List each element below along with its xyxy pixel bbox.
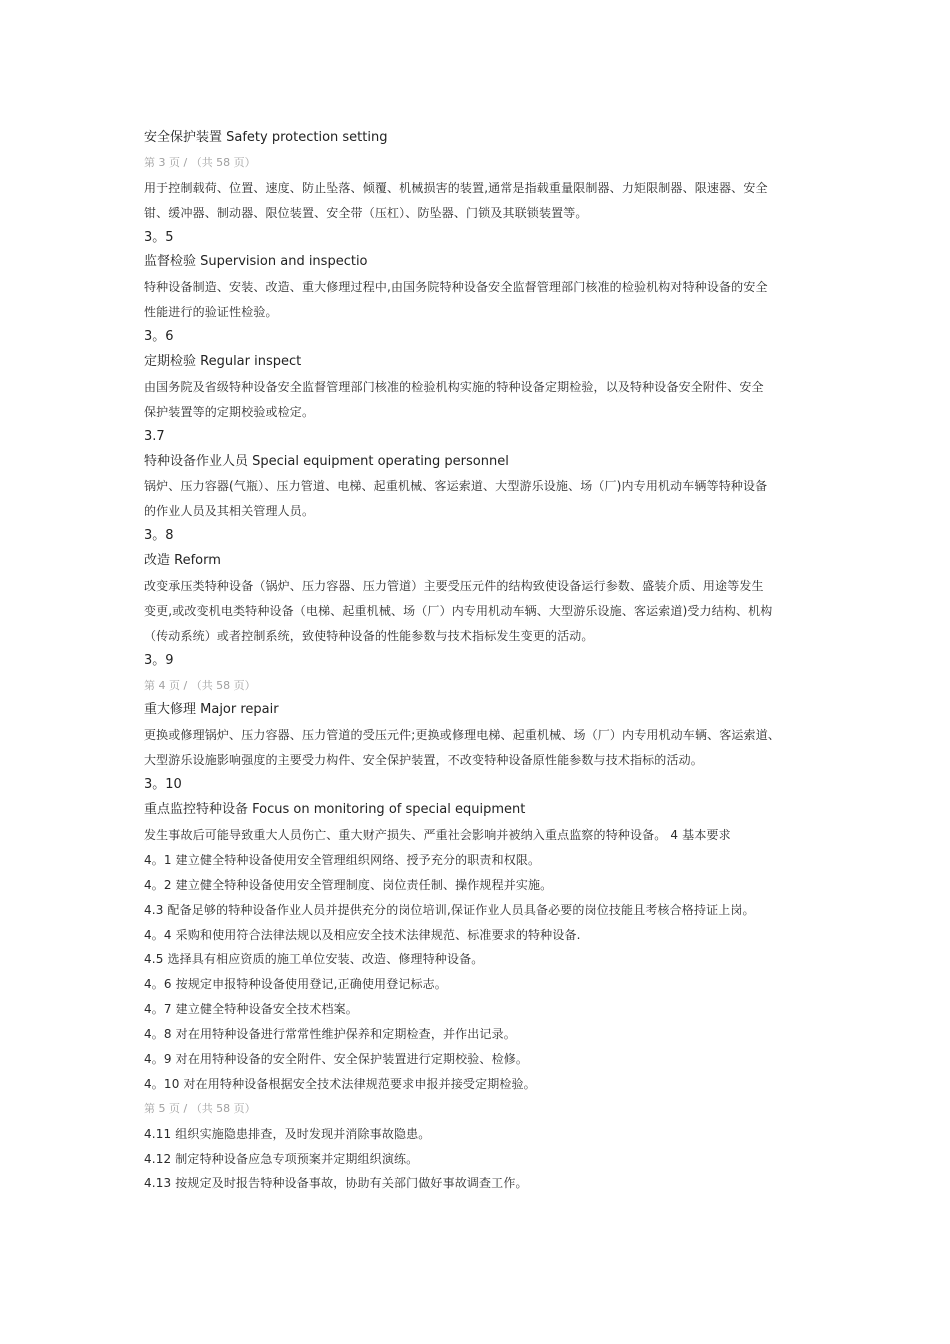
paragraph-line: 4。2 建立健全特种设备使用安全管理制度、岗位责任制、操作规程并实施。 [144,877,553,892]
page-number: 第 5 页 / （共 58 页） [144,1101,256,1115]
paragraph-line: 变更,或改变机电类特种设备（电梯、起重机械、场（厂）内专用机动车辆、大型游乐设施、客运索道)受力结构、机构 [144,603,773,618]
paragraph-line: 改变承压类特种设备（锅炉、压力容器、压力管道）主要受压元件的结构致使设备运行参数、盛装介质、用途等发生 [144,579,764,594]
paragraph-line: 4.12 制定特种设备应急专项预案并定期组织演练。 [144,1151,419,1166]
paragraph-line: 发生事故后可能导致重大人员伤亡、重大财产损失、严重社会影响并被纳入重点监察的特种设备。 4 基本要求 [144,827,731,842]
paragraph-line: 更换或修理锅炉、压力容器、压力管道的受压元件;更换或修理电梯、起重机械、场（厂）内专用机动车辆、客运索道、 [144,728,780,743]
section-number: 3。9 [144,652,174,668]
paragraph-line: 钳、缓冲器、制动器、限位装置、安全带（压杠）、防坠器、门锁及其联锁装置等。 [144,205,588,220]
section-heading: 重点监控特种设备 Focus on monitoring of special equipment [144,802,526,818]
section-number: 3。8 [144,528,174,544]
paragraph-line: 保护装置等的定期校验或检定。 [144,404,315,419]
paragraph-line: 性能进行的验证性检验。 [144,305,278,320]
section-heading: 重大修理 Major repair [144,702,279,718]
paragraph-line: 4。1 建立健全特种设备使用安全管理组织网络、授予充分的职责和权限。 [144,852,541,867]
paragraph-line: 4。4 采购和使用符合法律法规以及相应安全技术法律规范、标准要求的特种设备. [144,927,581,942]
section-heading: 安全保护装置 Safety protection setting [144,130,388,145]
section-heading: 定期检验 Regular inspect [144,354,302,370]
section-number: 3.7 [144,428,165,444]
paragraph-line: 4.11 组织实施隐患排查，及时发现并消除事故隐患。 [144,1126,431,1141]
paragraph-line: 4。7 建立健全特种设备安全技术档案。 [144,1002,358,1017]
section-number: 3。6 [144,329,174,345]
paragraph-line: 大型游乐设施影响强度的主要受力构件、安全保护装置，不改变特种设备原性能参数与技术指标的活动。 [144,753,703,768]
paragraph-line: 特种设备制造、安装、改造、重大修理过程中,由国务院特种设备安全监督管理部门核准的检验机构对特种设备的安全 [144,280,768,295]
paragraph-line: 4.3 配备足够的特种设备作业人员并提供充分的岗位培训,保证作业人员具备必要的岗位技能且考核合格持证上岗。 [144,902,755,917]
paragraph-line: 的作业人员及其相关管理人员。 [144,504,315,519]
paragraph-line: 4。10 对在用特种设备根据安全技术法律规范要求申报并接受定期检验。 [144,1076,536,1091]
section-number: 3。10 [144,777,182,793]
paragraph-line: 4.5 选择具有相应资质的施工单位安装、改造、修理特种设备。 [144,952,484,967]
section-number: 3。5 [144,229,174,245]
document-body [144,126,814,1196]
paragraph-line: 锅炉、压力容器(气瓶）、压力管道、电梯、起重机械、客运索道、大型游乐设施、场（厂)内专用机动车辆等特种设备 [144,479,768,494]
paragraph-line: 由国务院及省级特种设备安全监督管理部门核准的检验机构实施的特种设备定期检验，以及特种设备安全附件、安全 [144,379,764,394]
section-heading: 监督检验 Supervision and inspectio [144,254,368,270]
section-heading: 特种设备作业人员 Special equipment operating personnel [144,453,509,469]
section-heading: 改造 Reform [144,553,221,569]
page-number: 第 3 页 / （共 58 页） [144,155,256,169]
paragraph-line: 4。6 按规定申报特种设备使用登记,正确使用登记标志。 [144,977,447,992]
paragraph-line: 4.13 按规定及时报告特种设备事故，协助有关部门做好事故调查工作。 [144,1176,528,1191]
page-number: 第 4 页 / （共 58 页） [144,678,256,692]
paragraph-line: 4。9 对在用特种设备的安全附件、安全保护装置进行定期校验、检修。 [144,1051,529,1066]
paragraph-line: 用于控制载荷、位置、速度、防止坠落、倾覆、机械损害的装置,通常是指载重量限制器、力矩限制器、限速器、安全 [144,180,768,195]
paragraph-line: 4。8 对在用特种设备进行常常性维护保养和定期检查，并作出记录。 [144,1027,516,1042]
paragraph-line: （传动系统）或者控制系统，致使特种设备的性能参数与技术指标发生变更的活动。 [144,628,594,643]
